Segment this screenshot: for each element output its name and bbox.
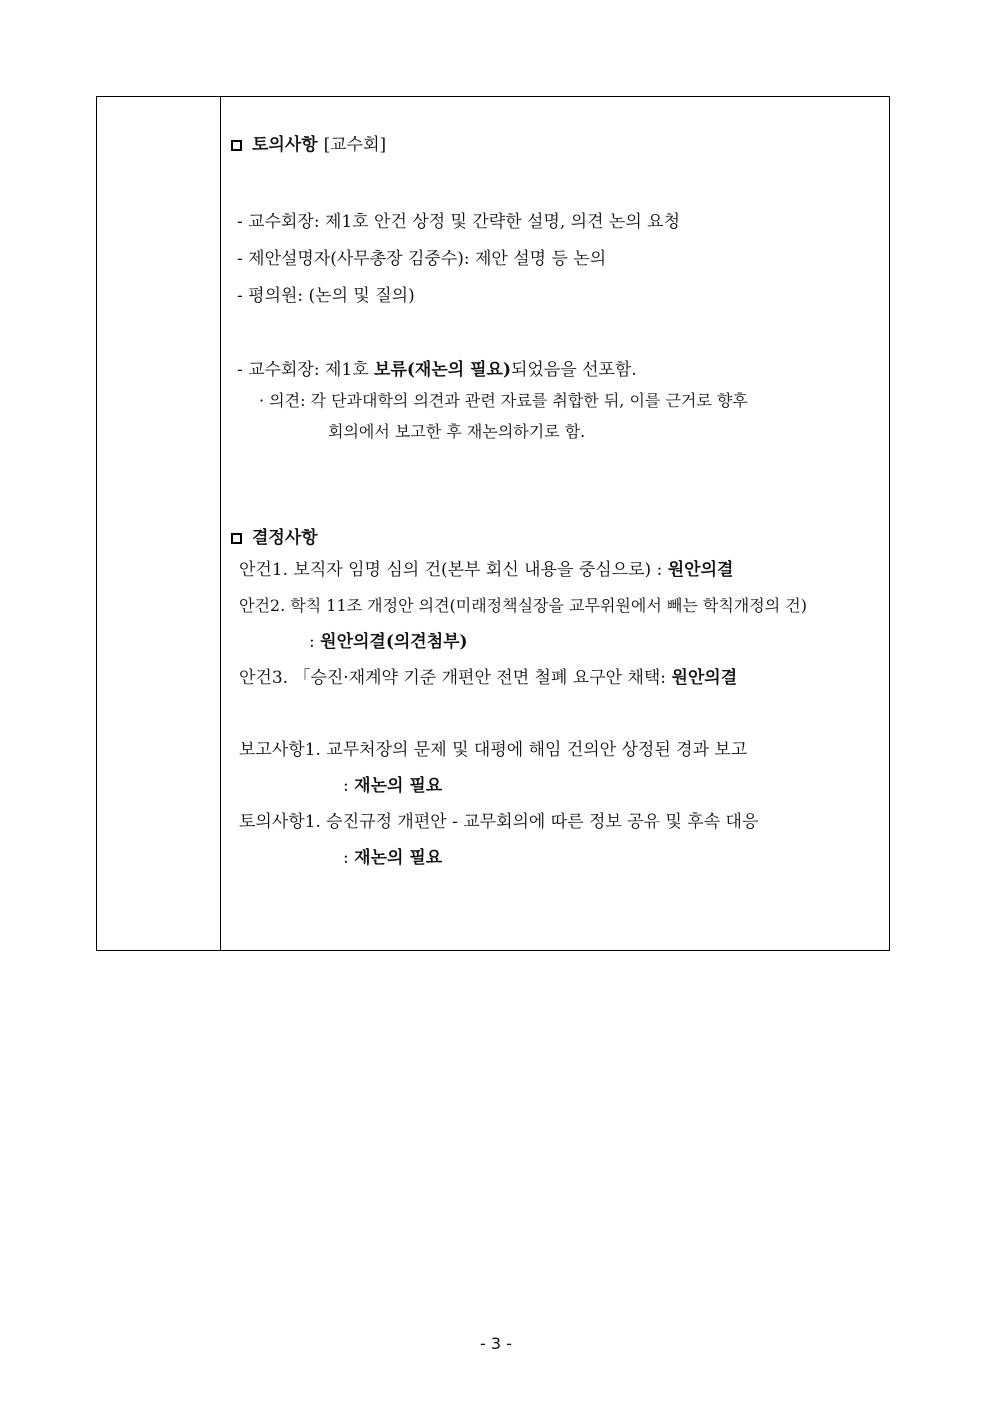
opinion-line-2: 회의에서 보고한 후 재논의하기로 함. — [328, 422, 586, 441]
declaration-prefix: - 교수회장: 제1호 — [237, 360, 375, 380]
discussion-item-3: - 평의원: (논의 및 질의) — [237, 286, 415, 306]
report-1-result: 재논의 필요 — [354, 776, 443, 796]
agenda-2-colon: : — [309, 632, 321, 652]
agenda-1-result: 원안의결 — [667, 560, 734, 580]
page-number: - 3 - — [480, 1334, 512, 1353]
discussion-heading — [231, 134, 386, 156]
discussion-item-1: - 교수회장: 제1호 안건 상정 및 간략한 설명, 의견 논의 요청 — [237, 212, 681, 232]
opinion-line-1: · 의견: 각 단과대학의 의견과 관련 자료를 취합한 뒤, 이를 근거로 향후 — [259, 391, 748, 410]
declaration-bold: 보류(재논의 필요) — [374, 360, 511, 380]
agenda-3 — [239, 667, 737, 689]
discussion-heading-note: [교수회] — [323, 135, 387, 155]
discussion-final-result: 재논의 필요 — [354, 848, 443, 868]
agenda-2-result-line — [309, 631, 468, 653]
report-1: 보고사항1. 교무처장의 문제 및 대평에 해임 건의안 상정된 경과 보고 — [239, 740, 748, 760]
decisions-heading-text: 결정사항 — [252, 528, 318, 548]
report-1-colon: : — [343, 776, 355, 796]
checkbox-square-icon — [231, 533, 242, 544]
declaration-suffix: 되었음을 선포함. — [511, 360, 637, 380]
discussion-item-2: - 제안설명자(사무총장 김중수): 제안 설명 등 논의 — [237, 249, 607, 269]
discussion-final-result-line — [343, 847, 442, 869]
discussion-item-final: 토의사항1. 승진규정 개편안 - 교무회의에 따른 정보 공유 및 후속 대응 — [239, 812, 759, 832]
minutes-table — [96, 96, 890, 951]
table-content-cell — [221, 97, 889, 950]
agenda-3-result: 원안의결 — [671, 668, 738, 688]
discussion-final-colon: : — [343, 848, 355, 868]
discussion-heading-text: 토의사항 — [252, 135, 318, 155]
agenda-3-text: 안건3. 「승진·재계약 기준 개편안 전면 철폐 요구안 채택: — [239, 668, 672, 688]
agenda-2-result: 원안의결(의견첨부) — [320, 632, 468, 652]
discussion-declaration — [237, 359, 637, 381]
agenda-1-text: 안건1. 보직자 임명 심의 건(본부 회신 내용을 중심으로) : — [239, 560, 668, 580]
decisions-heading — [231, 527, 318, 549]
table-label-cell — [97, 97, 221, 950]
agenda-1 — [239, 559, 733, 581]
report-1-result-line — [343, 775, 442, 797]
checkbox-square-icon — [231, 140, 242, 151]
agenda-2: 안건2. 학칙 11조 개정안 의견(미래정책실장을 교무위원에서 빼는 학칙개정의 건) — [239, 596, 807, 615]
